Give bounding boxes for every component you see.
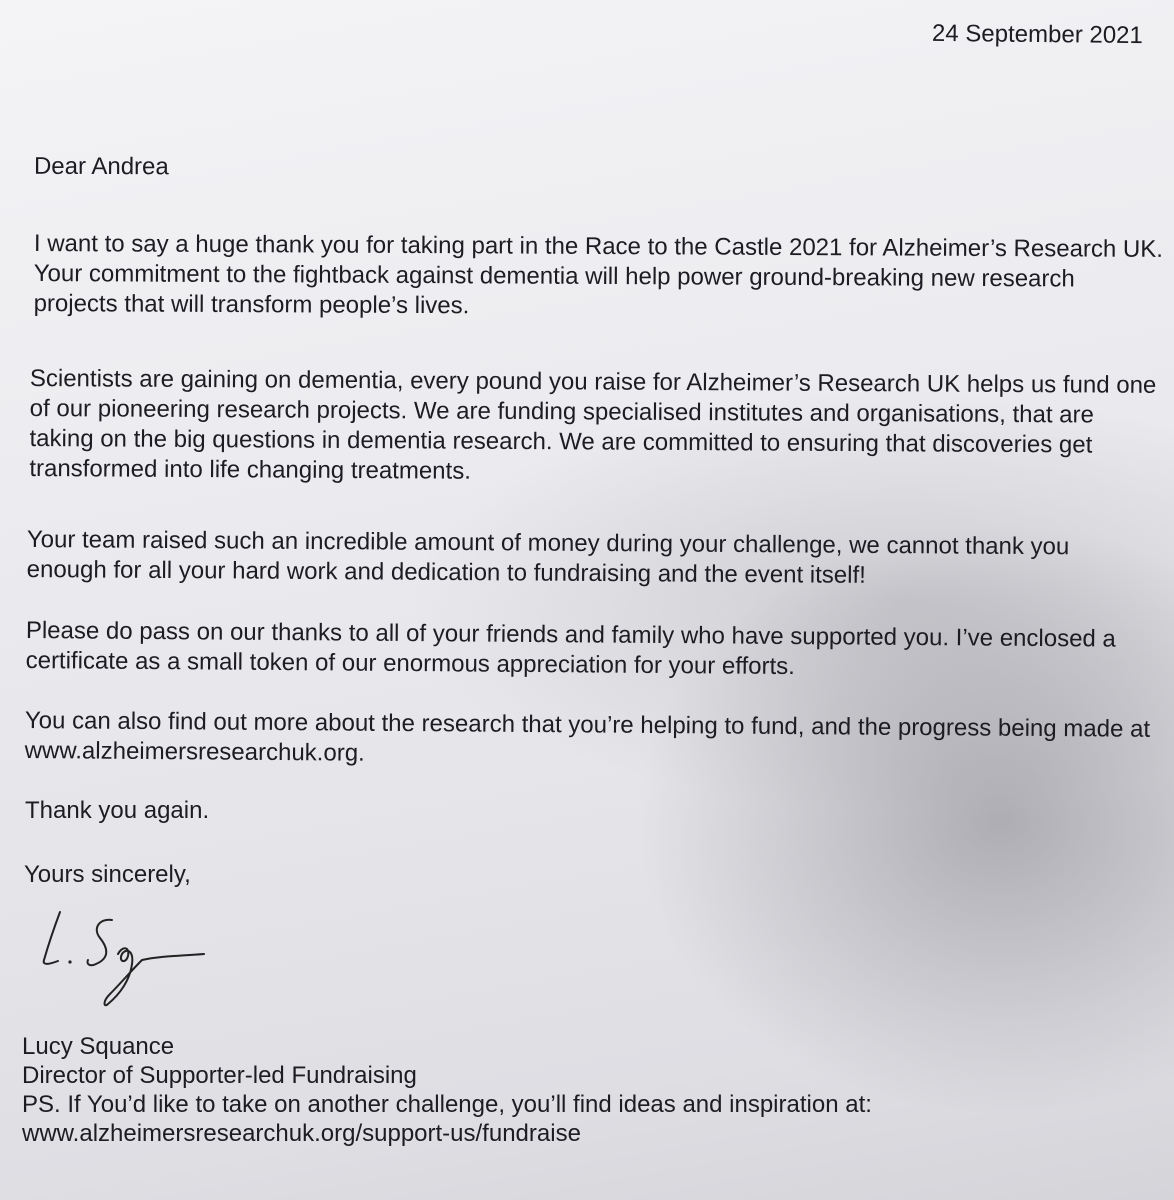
ps-line: PS. If You’d like to take on another challenge, you’ll find ideas and inspiration at:: [22, 1091, 872, 1118]
signatory-title: Director of Supporter-led Fundraising: [22, 1062, 417, 1089]
thank-you-line: Thank you again.: [25, 797, 210, 824]
closing: Yours sincerely,: [24, 861, 191, 888]
handwritten-signature: [30, 898, 220, 1018]
paragraph: You can also find out more about the research that you’re helping to fund, and the progress being made at www.alzheimersresearchuk.org.: [24, 706, 1151, 767]
paragraph: I want to say a huge thank you for taking part in the Race to the Castle 2021 for Alzheimer’s Research UK. Your commitment to the fightback against dementia will help power ground-breaking new research projects that will transform people’s lives.: [33, 229, 1164, 320]
signatory-name: Lucy Squance: [22, 1033, 175, 1060]
ps-url: www.alzheimersresearchuk.org/support-us/fundraise: [22, 1120, 581, 1147]
letter-date: 24 September 2021: [931, 19, 1143, 50]
paragraph: Please do pass on our thanks to all of your friends and family who have supported you. I’ve enclosed a certificate as a small token of our enormous appreciation for your efforts.: [25, 616, 1116, 681]
salutation: Dear Andrea: [33, 152, 169, 181]
paragraph: Your team raised such an incredible amount of money during your challenge, we cannot thank you enough for all your hard work and dedication to fundraising and the event itself!: [26, 526, 1070, 589]
paragraph: Scientists are gaining on dementia, every pound you raise for Alzheimer’s Research UK helps us fund one of our pioneering research projects. We are funding specialised institutes and organisations, that are taking on the big questions in dementia research. We are committed to ensuring that discoveries get transformed into life changing treatments.: [29, 364, 1157, 485]
signature-block: [22, 1032, 872, 1148]
